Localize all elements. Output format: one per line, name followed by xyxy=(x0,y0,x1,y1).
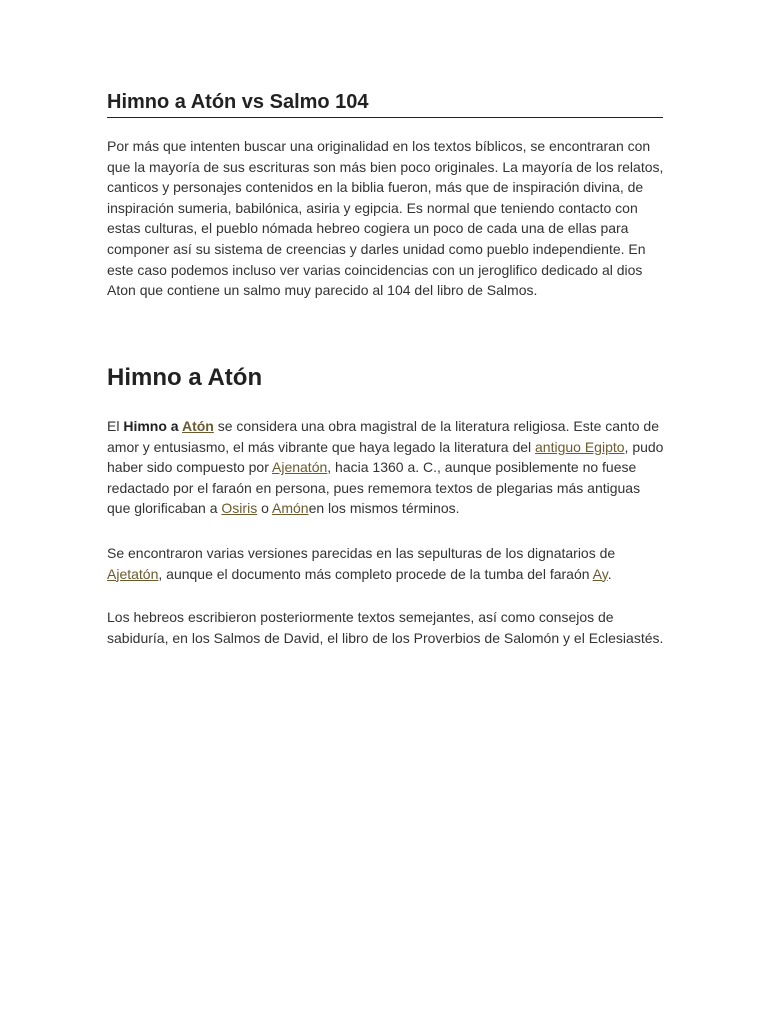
section-title-himno-a-aton: Himno a Atón xyxy=(107,364,263,391)
link-ay[interactable]: Ay xyxy=(592,565,608,582)
text-span: El xyxy=(107,418,124,434)
text-span: en los mismos términos. xyxy=(308,500,460,517)
text-span: Se encontraron varias versiones parecidas en las sepulturas de los dignatarios de xyxy=(107,545,616,561)
bold-text: Himno a xyxy=(123,418,182,434)
text-span: . xyxy=(607,565,612,582)
section-title-himno-vs-salmo: Himno a Atón vs Salmo 104 xyxy=(107,90,663,118)
text-span: , hacia 1360 a. C., aunque posiblemente no fuese redactado por el faraón en persona, pues rememora textos de plegarias más antiguas que glorificaban a xyxy=(107,459,641,517)
link-osiris[interactable]: Osiris xyxy=(221,500,258,517)
text-span: o xyxy=(257,500,272,517)
text-span: se considera una obra magistral de la literatura religiosa. Este canto de amor y entusiasmo, el más vibrante que haya legado la literatura del xyxy=(107,418,659,455)
link-antiguo-egipto[interactable]: antiguo Egipto xyxy=(535,438,625,455)
link-ajenaton[interactable]: Ajenatón xyxy=(272,459,328,476)
versions-paragraph xyxy=(107,543,667,584)
link-aton[interactable]: Atón xyxy=(181,418,214,434)
intro-paragraph: Por más que intenten buscar una originalidad en los textos bíblicos, se encontraran con que la mayoría de sus escrituras son más bien poco originales. La mayoría de los relatos, canticos y personajes contenidos en la biblia fueron, más que de inspiración divina, de inspiración sumeria, babilónica, asiria y egipcia. Es normal que teniendo contacto con estas culturas, el pueblo nómada hebreo cogiera un poco de cada una de ellas para componer así su sistema de creencias y darles unidad como pueblo independiente. En este caso podemos incluso ver varias coincidencias con un jeroglifico dedicado al dios Aton que contiene un salmo muy parecido al 104 del libro de Salmos. xyxy=(107,138,664,299)
link-ajetaton[interactable]: Ajetatón xyxy=(107,565,159,582)
text-span: , pudo haber sido compuesto por xyxy=(107,438,664,476)
link-amon[interactable]: Amón xyxy=(272,500,309,517)
hebrews-paragraph: Los hebreos escribieron posteriormente textos semejantes, así como consejos de sabiduría, en los Salmos de David, el libro de los Proverbios de Salomón y el Eclesiastés. xyxy=(107,609,664,646)
himno-description-paragraph xyxy=(107,416,667,519)
text-span: , aunque el documento más completo procede de la tumba del faraón xyxy=(158,565,593,582)
